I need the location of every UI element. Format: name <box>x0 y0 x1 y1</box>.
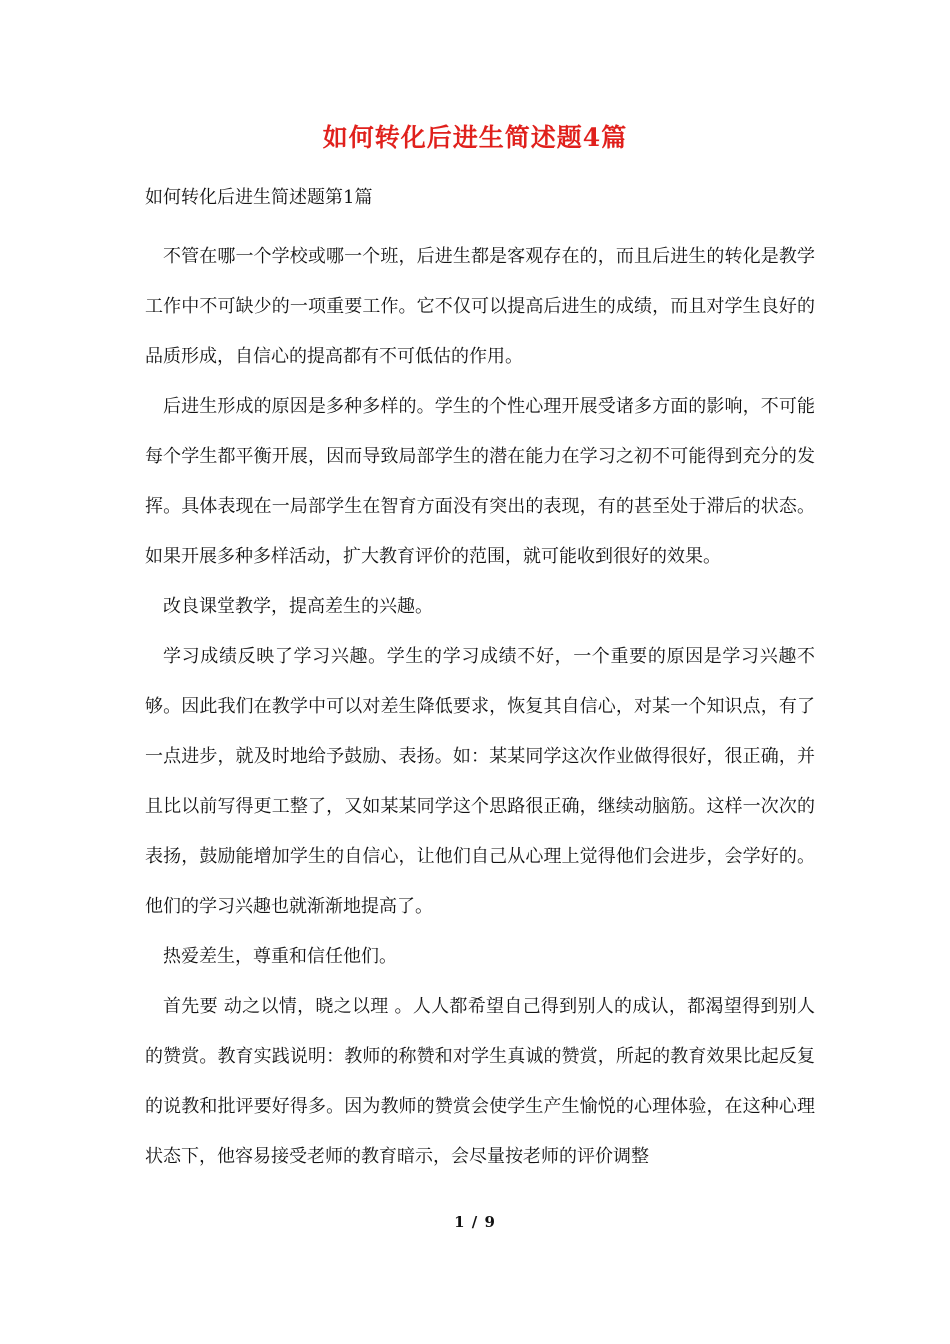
page-number: 1 / 9 <box>454 1213 496 1231</box>
paragraph: 热爱差生，尊重和信任他们。 <box>163 946 397 967</box>
document-title: 如何转化后进生简述题4篇 <box>322 123 628 152</box>
section-heading: 如何转化后进生简述题第1篇 <box>145 187 373 208</box>
document-body <box>145 232 815 1182</box>
paragraph: 后进生形成的原因是多种多样的。学生的个性心理开展受诸多方面的影响，不可能每个学生都平衡开展，因而导致局部学生的潜在能力在学习之初不可能得到充分的发挥。具体表现在一局部学生在智育方面没有突出的表现，有的甚至处于滞后的状态。如果开展多种多样活动，扩大教育评价的范围，就可能收到很好的效果。 <box>145 396 815 567</box>
paragraph: 改良课堂教学，提高差生的兴趣。 <box>163 596 433 617</box>
paragraph: 不管在哪一个学校或哪一个班，后进生都是客观存在的，而且后进生的转化是教学工作中不可缺少的一项重要工作。它不仅可以提高后进生的成绩，而且对学生良好的品质形成，自信心的提高都有不可低估的作用。 <box>145 246 815 367</box>
paragraph: 学习成绩反映了学习兴趣。学生的学习成绩不好，一个重要的原因是学习兴趣不够。因此我们在教学中可以对差生降低要求，恢复其自信心，对某一个知识点，有了一点进步，就及时地给予鼓励、表扬。如：某某同学这次作业做得很好，很正确，并且比以前写得更工整了，又如某某同学这个思路很正确，继续动脑筋。这样一次次的表扬，鼓励能增加学生的自信心，让他们自己从心理上觉得他们会进步，会学好的。他们的学习兴趣也就渐渐地提高了。 <box>145 646 815 917</box>
paragraph: 首先要 动之以情，晓之以理 。人人都希望自己得到别人的成认，都渴望得到别人的赞赏。教育实践说明：教师的称赞和对学生真诚的赞赏，所起的教育效果比起反复的说教和批评要好得多。因为教师的赞赏会使学生产生愉悦的心理体验，在这种心理状态下，他容易接受老师的教育暗示，会尽量按老师的评价调整 <box>145 996 815 1167</box>
